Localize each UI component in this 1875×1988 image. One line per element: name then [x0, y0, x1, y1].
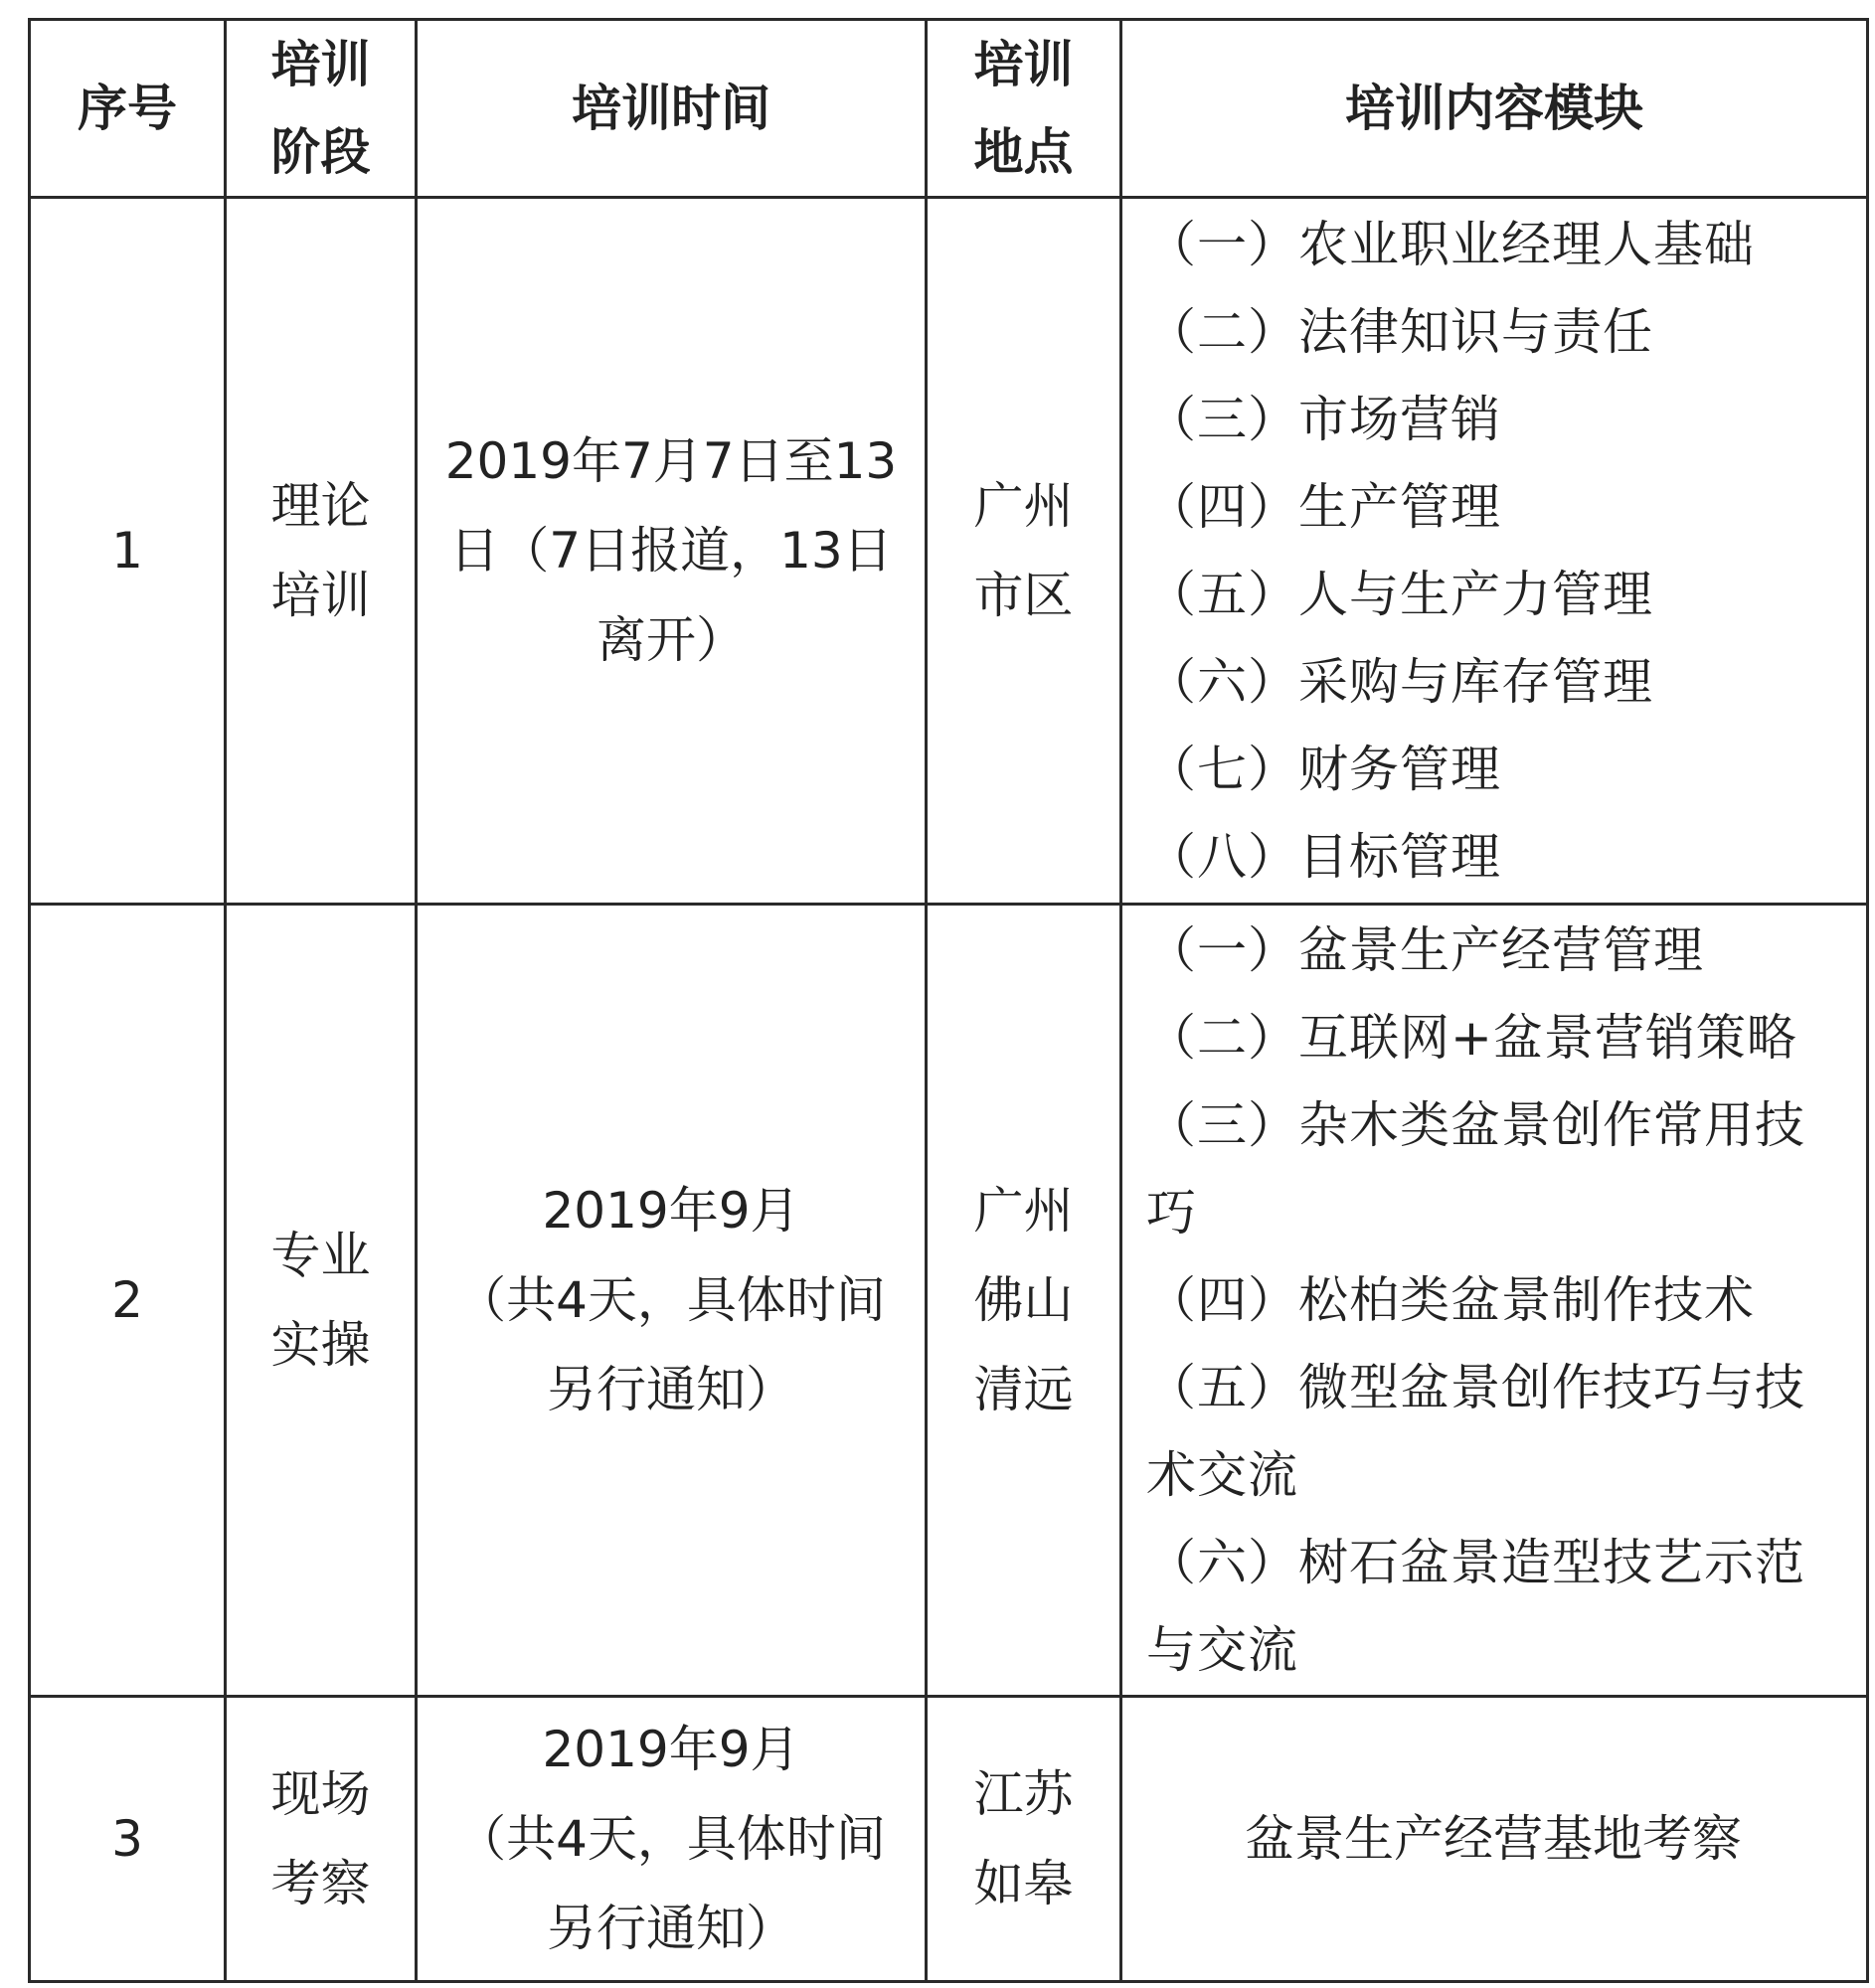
- table-row: [30, 1697, 1868, 1982]
- cell-content: [1121, 198, 1868, 905]
- cell-seq: 2: [30, 905, 226, 1697]
- header-location: 培训 地点: [927, 20, 1121, 198]
- header-stage: 培训 阶段: [226, 20, 417, 198]
- cell-time: 2019年9月 （共4天，具体时间另行通知）: [417, 1697, 927, 1982]
- list-item: （五）微型盆景创作技巧与技术交流: [1146, 1359, 1805, 1504]
- cell-content: [1121, 905, 1868, 1697]
- cell-location: 江苏 如皋: [927, 1697, 1121, 1982]
- table-row: [30, 198, 1868, 905]
- cell-time: 2019年7月7日至13日（7日报道，13日离开）: [417, 198, 927, 905]
- content-module-item: 盆景生产经营基地考察: [1245, 1810, 1742, 1868]
- cell-time: 2019年9月 （共4天，具体时间另行通知）: [417, 905, 927, 1697]
- cell-seq: 1: [30, 198, 226, 905]
- list-item: （六）采购与库存管理: [1146, 653, 1653, 711]
- cell-seq: 3: [30, 1697, 226, 1982]
- list-item: （四）松柏类盆景制作技术: [1146, 1271, 1755, 1329]
- header-content: 培训内容模块: [1121, 20, 1868, 198]
- training-schedule-table: [28, 18, 1869, 1983]
- list-item: （二）互联网+盆景营销策略: [1146, 1009, 1797, 1067]
- header-time: 培训时间: [417, 20, 927, 198]
- table-header-row: [30, 20, 1868, 198]
- cell-location: 广州 市区: [927, 198, 1121, 905]
- cell-location: 广州 佛山 清远: [927, 905, 1121, 1697]
- content-module-list: [1146, 907, 1840, 1694]
- list-item: （三）杂木类盆景创作常用技巧: [1146, 1096, 1805, 1242]
- list-item: （一）农业职业经理人基础: [1146, 216, 1755, 273]
- header-seq: 序号: [30, 20, 226, 198]
- list-item: （一）盆景生产经营管理: [1146, 921, 1704, 979]
- list-item: （六）树石盆景造型技艺示范与交流: [1146, 1534, 1805, 1679]
- list-item: （四）生产管理: [1146, 478, 1501, 536]
- list-item: （八）目标管理: [1146, 828, 1501, 886]
- cell-stage: 专业 实操: [226, 905, 417, 1697]
- cell-content: [1121, 1697, 1868, 1982]
- list-item: （五）人与生产力管理: [1146, 566, 1653, 623]
- cell-stage: 现场 考察: [226, 1697, 417, 1982]
- content-module-list: [1146, 201, 1840, 901]
- list-item: （七）财务管理: [1146, 741, 1501, 798]
- table-row: [30, 905, 1868, 1697]
- cell-stage: 理论 培训: [226, 198, 417, 905]
- list-item: （三）市场营销: [1146, 391, 1501, 448]
- list-item: （二）法律知识与责任: [1146, 303, 1653, 361]
